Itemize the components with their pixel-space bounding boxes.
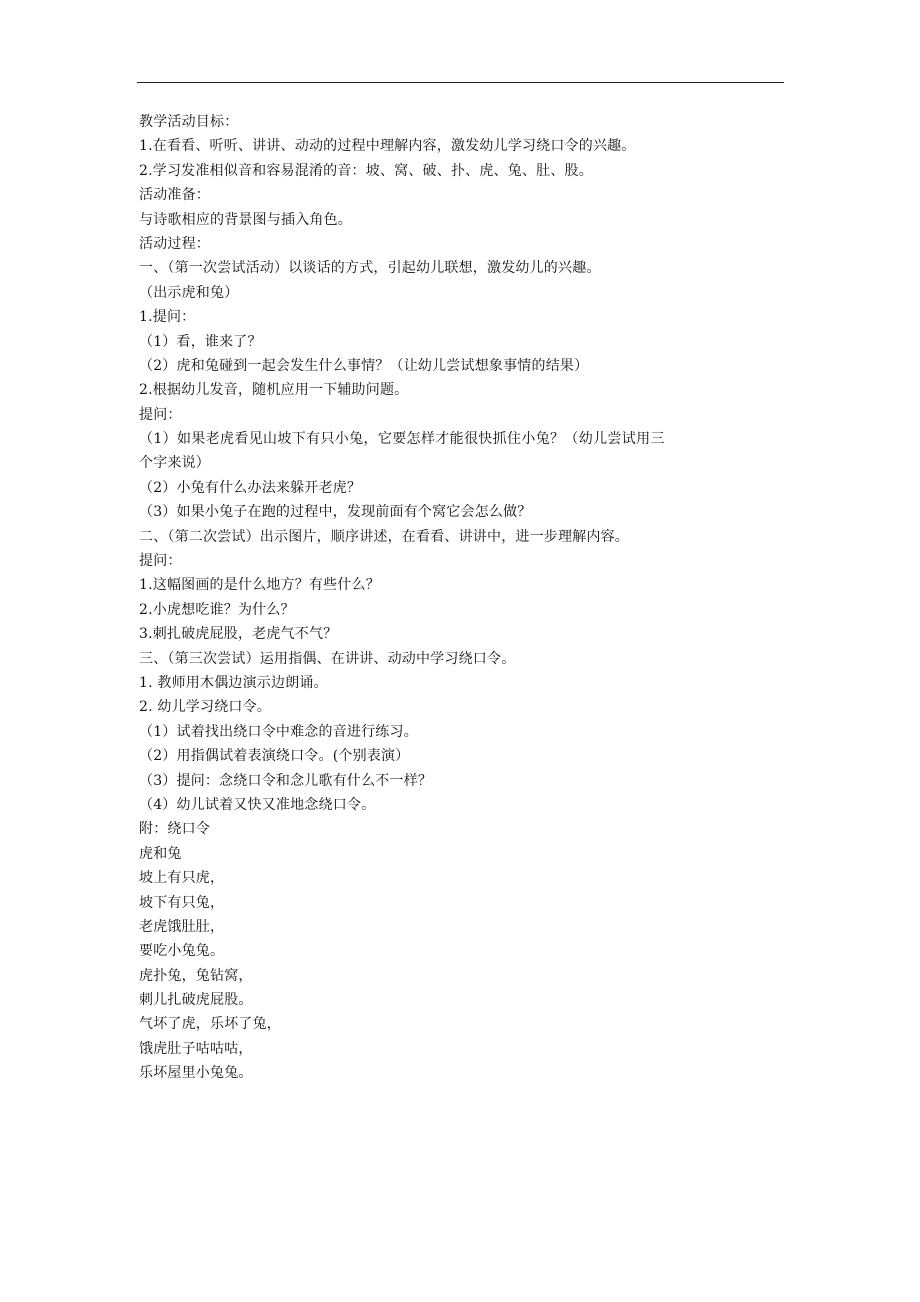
header-rule <box>137 82 784 83</box>
text-line: 2.根据幼儿发音，随机应用一下辅助问题。 <box>139 382 409 399</box>
text-line: 个字来说） <box>139 455 210 472</box>
poem-line: 乐坏屋里小兔兔。 <box>139 1065 253 1082</box>
section-heading-process: 活动过程： <box>139 235 210 252</box>
text-line: （4）幼儿试着又快又准地念绕口令。 <box>139 796 376 813</box>
text-line: 1.这幅图画的是什么地方？有些什么？ <box>139 577 380 594</box>
poem-line: 要吃小兔兔。 <box>139 943 225 960</box>
text-line: 提问： <box>139 406 182 423</box>
text-line: 三、（第三次尝试）运用指偶、在讲讲、动动中学习绕口令。 <box>139 650 516 667</box>
text-line: （2）用指偶试着表演绕口令。(个别表演） <box>139 748 410 765</box>
text-line: （出示虎和兔） <box>139 284 239 301</box>
poem-title: 虎和兔 <box>139 845 182 862</box>
text-line: （3）提问：念绕口令和念儿歌有什么不一样？ <box>139 772 433 789</box>
poem-line: 坡上有只虎， <box>139 870 225 887</box>
text-line: 3.刺扎破虎屁股，老虎气不气？ <box>139 626 338 643</box>
poem-line: 坡下有只兔， <box>139 894 225 911</box>
document-body <box>139 110 739 1086</box>
text-line: 1.提问： <box>139 309 196 326</box>
text-line: 一、（第一次尝试活动）以谈话的方式，引起幼儿联想，激发幼儿的兴趣。 <box>139 260 601 277</box>
text-line: 与诗歌相应的背景图与插入角色。 <box>139 211 352 228</box>
text-line: （1）看，谁来了？ <box>139 333 262 350</box>
appendix-heading: 附：绕口令 <box>139 821 210 838</box>
text-line: 1.在看看、听听、讲讲、动动的过程中理解内容，激发幼儿学习绕口令的兴趣。 <box>139 138 636 155</box>
poem-line: 虎扑兔，兔钻窝， <box>139 967 253 984</box>
poem-line: 老虎饿肚肚， <box>139 918 225 935</box>
text-line: 提问： <box>139 553 182 570</box>
text-line: （3）如果小兔子在跑的过程中，发现前面有个窝它会怎么做？ <box>139 504 532 521</box>
text-line: 2. 幼儿学习绕口令。 <box>139 699 272 716</box>
poem-line: 刺儿扎破虎屁股。 <box>139 992 253 1009</box>
text-line: （2）小兔有什么办法来躲开老虎？ <box>139 479 362 496</box>
text-line: 二、（第二次尝试）出示图片，顺序讲述，在看看、讲讲中，进一步理解内容。 <box>139 528 629 545</box>
text-line: （1）试着找出绕口令中难念的音进行练习。 <box>139 723 418 740</box>
poem-line: 饿虎肚子咕咕咕， <box>139 1040 253 1057</box>
text-line: 2.学习发准相似音和容易混淆的音：坡、窝、破、扑、虎、兔、肚、股。 <box>139 162 593 179</box>
text-line: 2.小虎想吃谁？为什么？ <box>139 601 295 618</box>
text-line: （1）如果老虎看见山坡下有只小兔，它要怎样才能很快抓住小兔？（幼儿尝试用三 <box>139 431 665 448</box>
poem-line: 气坏了虎，乐坏了兔， <box>139 1016 281 1033</box>
section-heading-goals: 教学活动目标： <box>139 114 239 130</box>
text-line: （2）虎和兔碰到一起会发生什么事情？（让幼儿尝试想象事情的结果） <box>139 357 589 374</box>
section-heading-preparation: 活动准备： <box>139 187 210 204</box>
text-line: 1. 教师用木偶边演示边朗诵。 <box>139 674 328 691</box>
